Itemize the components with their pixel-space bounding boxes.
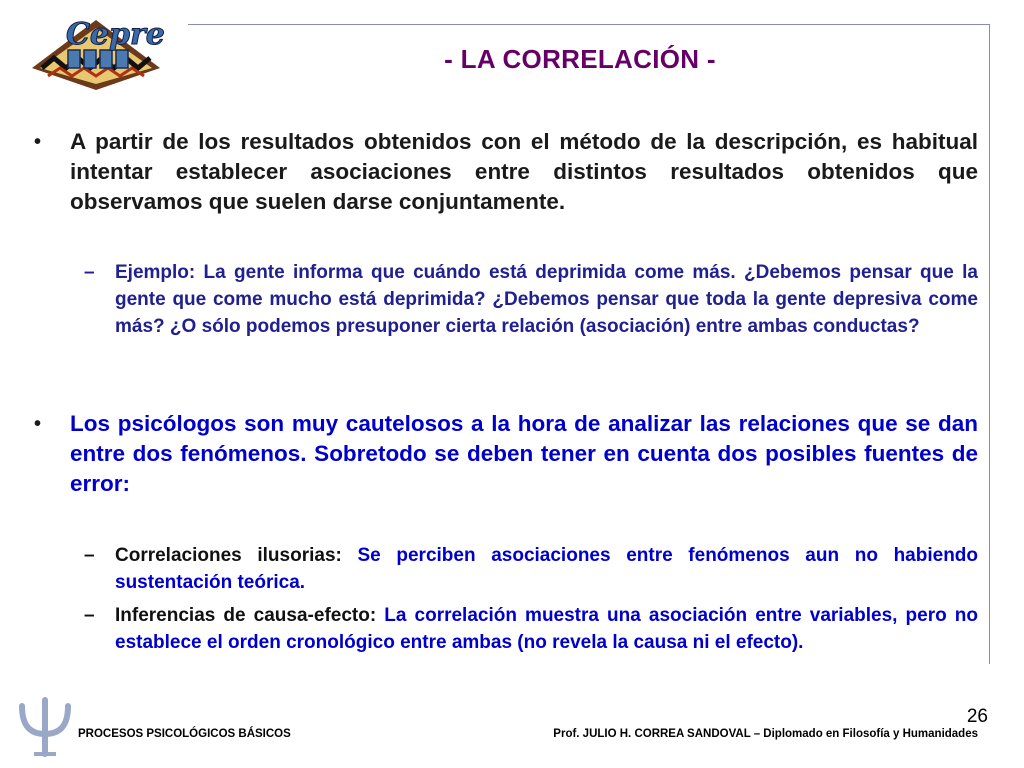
bullet-item: [34, 127, 978, 217]
footer-course: PROCESOS PSICOLÓGICOS BÁSICOS: [78, 728, 291, 740]
slide-title: - LA CORRELACIÓN -: [444, 44, 716, 74]
sub-bullet-marker: –: [84, 262, 95, 283]
frame-top-line: [188, 24, 990, 25]
psi-icon: [14, 696, 76, 758]
sub-bullet-marker: –: [84, 605, 95, 626]
cepre-logo-icon: [28, 6, 164, 92]
frame-right-line: [989, 24, 990, 664]
sub-bullet-text: Ejemplo: La gente informa que cuándo está deprimida come más. ¿Debemos pensar que la gente que come mucho está deprimida? ¿Debemos pensar que toda la gente depresiva come más? ¿O sólo podemos presuponer cierta relación (asociación) entre ambas conductas?: [115, 262, 978, 337]
sub-bullet-term: Inferencias de causa-efecto:: [115, 605, 377, 626]
page-number: 26: [966, 706, 988, 727]
bullet-item: [34, 409, 978, 499]
bullet-marker: •: [34, 131, 42, 153]
sub-bullet-term: Correlaciones ilusorias:: [115, 545, 342, 566]
bullet-text: A partir de los resultados obtenidos con el método de la descripción, es habitual intentar establecer asociaciones entre distintos resultados obtenidos que observamos que suelen darse conjuntamente.: [70, 129, 978, 214]
sub-bullet-text: La correlación muestra una asociación entre variables, pero no establece el orden cronológico entre ambas (no revela la causa ni el efecto).: [115, 605, 979, 653]
sub-bullet-text: Se perciben asociaciones entre fenómenos aun no habiendo sustentación teórica.: [115, 545, 979, 593]
bullet-text: Los psicólogos son muy cautelosos a la hora de analizar las relaciones que se dan entre dos fenómenos. Sobretodo se deben tener en cuenta dos posibles fuentes de error:: [70, 411, 978, 496]
logo-text: Cepre: [66, 17, 164, 52]
sub-bullet-marker: –: [84, 545, 95, 566]
footer-author: Prof. JULIO H. CORREA SANDOVAL – Diplomado en Filosofía y Humanidades: [553, 728, 978, 740]
bullet-marker: •: [34, 413, 42, 435]
sub-bullet-item: [84, 602, 978, 656]
sub-bullet-item: [84, 259, 978, 340]
sub-bullet-item: [84, 542, 978, 596]
